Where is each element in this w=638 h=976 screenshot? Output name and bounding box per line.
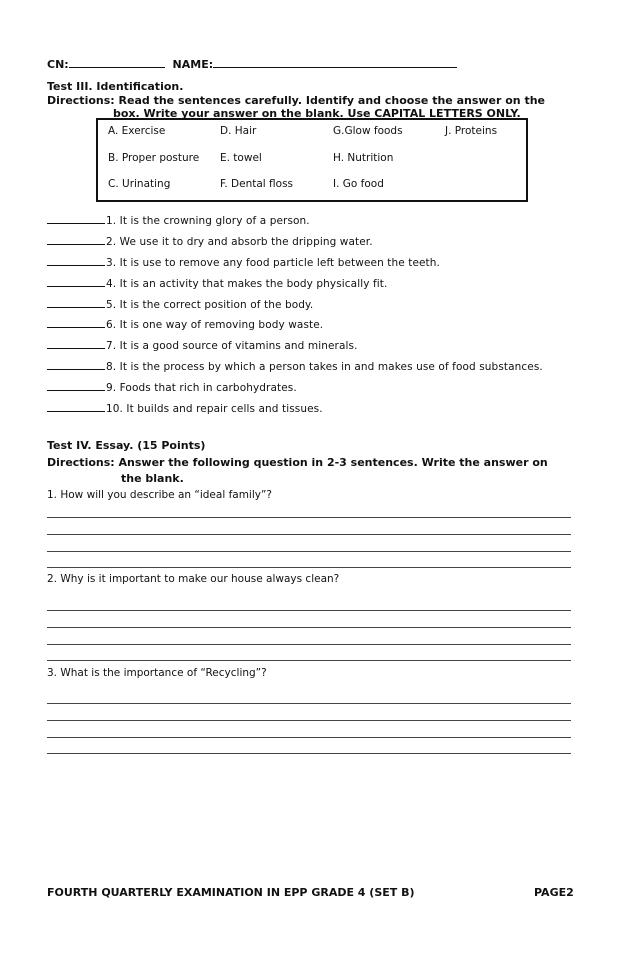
item-text: 1. It is the crowning glory of a person. [106,215,310,227]
list-item [47,277,387,290]
answer-line[interactable] [47,703,571,704]
answer-line[interactable] [47,627,571,628]
test3-directions-label: Directions: [47,94,115,107]
answer-line[interactable] [47,517,571,518]
choice: C. Urinating [108,178,171,190]
test3-directions-line2: box. Write your answer on the blank. Use CAPITAL LETTERS ONLY. [113,107,521,120]
choice: G.Glow foods [333,125,403,137]
answer-line[interactable] [47,720,571,721]
choice: D. Hair [220,125,257,137]
footer-title: FOURTH QUARTERLY EXAMINATION IN EPP GRADE 4 (SET B) [47,886,415,899]
item-text: 6. It is one way of removing body waste. [106,319,324,331]
answer-line[interactable] [47,644,571,645]
list-item [47,402,323,415]
list-item [47,298,313,311]
choice: J. Proteins [445,125,498,137]
answer-blank[interactable] [47,318,105,328]
choice: B. Proper posture [108,152,200,164]
item-text: 3. It is use to remove any food particle left between the teeth. [106,257,440,269]
item-text: 2. We use it to dry and absorb the dripping water. [106,236,373,248]
answer-line[interactable] [47,610,571,611]
answer-blank[interactable] [47,298,105,308]
answer-blank[interactable] [47,235,105,245]
answer-line[interactable] [47,534,571,535]
name-label: NAME: [172,58,214,71]
list-item [47,256,440,269]
test4-directions [47,456,548,469]
answer-blank[interactable] [47,381,105,391]
essay-question: 2. Why is it important to make our house always clean? [47,573,340,585]
list-item [47,360,543,373]
choice: F. Dental floss [220,178,294,190]
choices-box [96,118,528,202]
item-text: 10. It builds and repair cells and tissues. [106,403,323,415]
item-text: 5. It is the correct position of the body. [106,299,314,311]
item-text: 8. It is the process by which a person takes in and makes use of food substances. [106,361,543,373]
choice: E. towel [220,152,262,164]
answer-blank[interactable] [47,277,105,287]
answer-blank[interactable] [47,214,105,224]
answer-blank[interactable] [47,402,105,412]
test3-title: Test III. Identification. [47,80,184,93]
test4-directions-line2: the blank. [121,472,184,485]
choice: H. Nutrition [333,152,394,164]
answer-blank[interactable] [47,256,105,266]
list-item [47,214,310,227]
choice: A. Exercise [108,125,166,137]
item-text: 9. Foods that rich in carbohydrates. [106,382,297,394]
essay-question: 1. How will you describe an “ideal family”? [47,489,272,501]
item-text: 4. It is an activity that makes the body physically fit. [106,278,388,290]
list-item [47,339,358,352]
test3-directions [47,94,545,107]
answer-line[interactable] [47,567,571,568]
test3-directions-line1: Read the sentences carefully. Identify and choose the answer on the [118,94,546,107]
choice: I. Go food [333,178,384,190]
answer-blank[interactable] [47,360,105,370]
answer-line[interactable] [47,551,571,552]
list-item [47,381,297,394]
answer-line[interactable] [47,737,571,738]
answer-line[interactable] [47,753,571,754]
footer-page-number: PAGE2 [534,886,574,899]
list-item [47,318,323,331]
test4-directions-line1: Answer the following question in 2-3 sentences. Write the answer on [118,456,548,469]
answer-blank[interactable] [47,339,105,349]
test4-title: Test IV. Essay. (15 Points) [47,439,206,452]
test4-directions-label: Directions: [47,456,115,469]
cn-label: CN: [47,58,69,71]
essay-question: 3. What is the importance of “Recycling”? [47,667,267,679]
answer-line[interactable] [47,660,571,661]
cn-blank[interactable] [69,58,165,68]
header-fields [47,58,457,71]
item-text: 7. It is a good source of vitamins and minerals. [106,340,358,352]
name-blank[interactable] [213,58,457,68]
list-item [47,235,373,248]
